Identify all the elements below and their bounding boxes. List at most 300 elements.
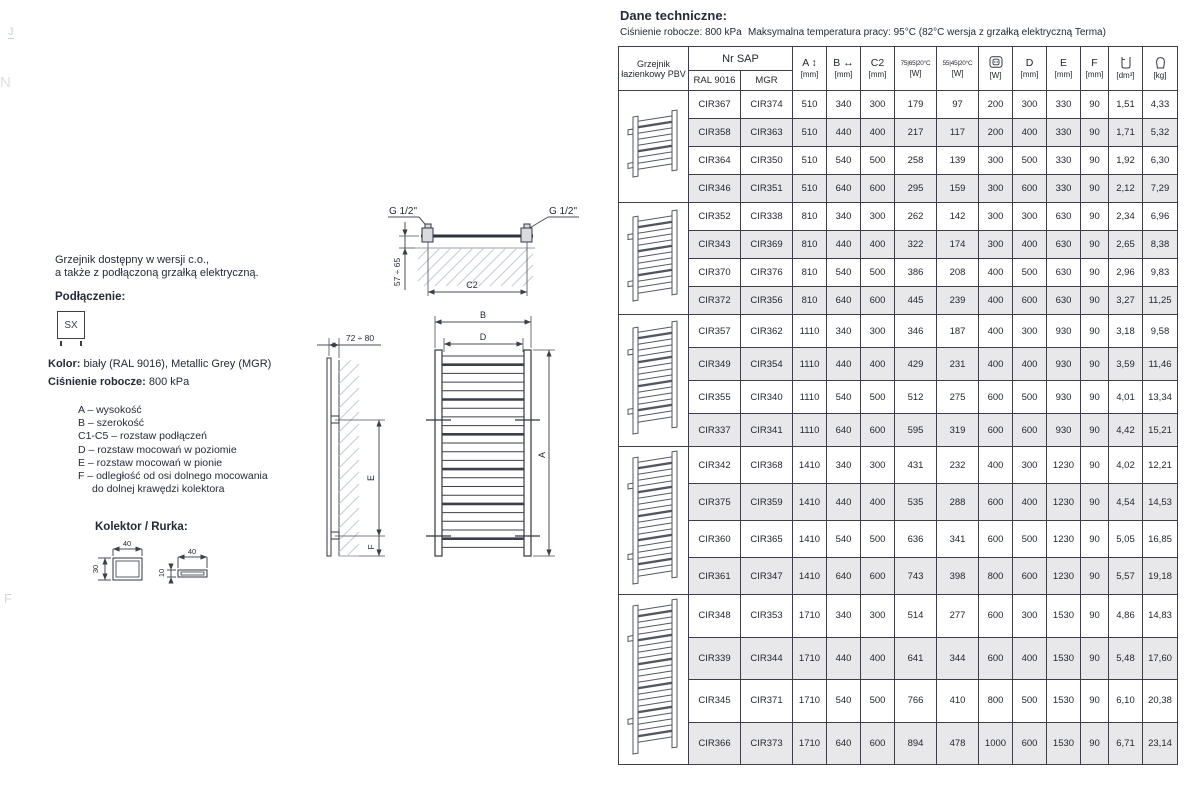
- spec-value: 400: [1013, 231, 1047, 259]
- d-dim-label: D: [479, 332, 487, 342]
- spec-value: 1710: [793, 680, 827, 723]
- sap-code-ral: CIR348: [689, 595, 741, 638]
- sap-code-ral: CIR360: [689, 521, 741, 558]
- spec-value: 340: [827, 203, 861, 231]
- spec-value: 232: [937, 447, 979, 484]
- spec-value: 1530: [1047, 637, 1081, 680]
- spec-value: 2,12: [1109, 175, 1143, 203]
- spec-value: 510: [793, 119, 827, 147]
- spec-value: 510: [793, 91, 827, 119]
- sap-code-mgr: CIR359: [741, 484, 793, 521]
- spec-value: 1230: [1047, 447, 1081, 484]
- sap-code-ral: CIR367: [689, 91, 741, 119]
- technical-drawing: [315, 198, 615, 618]
- spec-value: 600: [861, 722, 895, 765]
- sap-code-ral: CIR357: [689, 315, 741, 348]
- col-f: F [mm]: [1081, 47, 1109, 91]
- table-row: [619, 147, 1178, 175]
- spec-value: 540: [827, 680, 861, 723]
- sap-code-mgr: CIR363: [741, 119, 793, 147]
- sap-code-ral: CIR349: [689, 348, 741, 381]
- spec-value: 600: [1013, 414, 1047, 447]
- spec-value: 500: [861, 147, 895, 175]
- spec-value: 4,02: [1109, 447, 1143, 484]
- spec-value: 6,71: [1109, 722, 1143, 765]
- spec-value: 1,51: [1109, 91, 1143, 119]
- spec-value: 19,18: [1143, 558, 1178, 595]
- radiator-thumbnail-cell: [619, 203, 689, 315]
- sap-code-ral: CIR345: [689, 680, 741, 723]
- spec-value: 500: [1013, 521, 1047, 558]
- spec-value: 5,05: [1109, 521, 1143, 558]
- sap-code-ral: CIR366: [689, 722, 741, 765]
- spec-value: 4,86: [1109, 595, 1143, 638]
- spec-value: 322: [895, 231, 937, 259]
- wall-distance-label: 72 ÷ 80: [345, 333, 375, 343]
- spec-value: 300: [1013, 203, 1047, 231]
- spec-value: 500: [861, 521, 895, 558]
- table-row: [619, 558, 1178, 595]
- thread-right-label: G 1/2": [549, 206, 578, 217]
- spec-value: 398: [937, 558, 979, 595]
- spec-value: 3,59: [1109, 348, 1143, 381]
- col-nr-sap: Nr SAP: [689, 47, 793, 71]
- spec-value: 600: [1013, 558, 1047, 595]
- spec-value: 400: [979, 287, 1013, 315]
- spec-value: 90: [1081, 203, 1109, 231]
- spec-value: 231: [937, 348, 979, 381]
- spec-value: 600: [979, 381, 1013, 414]
- spec-value: 14,83: [1143, 595, 1178, 638]
- col-power-55: 55|45|20°C [W]: [937, 47, 979, 91]
- depth-range-label: 57 ÷ 65: [392, 257, 402, 287]
- table-row: [619, 259, 1178, 287]
- table-row: [619, 484, 1178, 521]
- sap-code-mgr: CIR351: [741, 175, 793, 203]
- spec-value: 1530: [1047, 722, 1081, 765]
- legend-line: A – wysokość: [78, 404, 142, 416]
- connection-type-badge: [57, 311, 85, 339]
- spec-value: 400: [861, 637, 895, 680]
- spec-value: 6,30: [1143, 147, 1178, 175]
- sap-code-mgr: CIR353: [741, 595, 793, 638]
- table-row: [619, 722, 1178, 765]
- spec-value: 630: [1047, 259, 1081, 287]
- availability-line2: a także z podłączoną grzałką elektryczną.: [55, 267, 259, 279]
- spec-value: 117: [937, 119, 979, 147]
- spec-value: 17,60: [1143, 637, 1178, 680]
- spec-value: 500: [861, 680, 895, 723]
- spec-value: 1530: [1047, 680, 1081, 723]
- spec-value: 640: [827, 414, 861, 447]
- spec-value: 4,54: [1109, 484, 1143, 521]
- spec-value: 330: [1047, 119, 1081, 147]
- sap-code-mgr: CIR374: [741, 91, 793, 119]
- spec-value: 90: [1081, 91, 1109, 119]
- spec-value: 300: [979, 203, 1013, 231]
- col-power-75: 75|65|20°C [W]: [895, 47, 937, 91]
- spec-value: 1530: [1047, 595, 1081, 638]
- spec-value: 1230: [1047, 558, 1081, 595]
- spec-value: 595: [895, 414, 937, 447]
- spec-value: 1410: [793, 558, 827, 595]
- spec-value: 300: [861, 447, 895, 484]
- volume-icon: [1120, 56, 1132, 72]
- col-c2: C2 [mm]: [861, 47, 895, 91]
- spec-value: 600: [861, 414, 895, 447]
- spec-value: 540: [827, 259, 861, 287]
- spec-table-body: [619, 91, 1178, 765]
- spec-value: 341: [937, 521, 979, 558]
- availability-line1: Grzejnik dostępny w wersji c.o.,: [55, 254, 210, 266]
- spec-value: 500: [1013, 259, 1047, 287]
- spec-value: 930: [1047, 381, 1081, 414]
- spec-value: 90: [1081, 521, 1109, 558]
- radiator-thumbnail-cell: [619, 447, 689, 595]
- spec-value: 510: [793, 175, 827, 203]
- e-dim-label: E: [366, 474, 376, 482]
- spec-value: 5,48: [1109, 637, 1143, 680]
- spec-value: 540: [827, 147, 861, 175]
- sap-code-ral: CIR352: [689, 203, 741, 231]
- spec-value: 275: [937, 381, 979, 414]
- pressure-label: Ciśnienie robocze:: [48, 376, 146, 388]
- spec-value: 159: [937, 175, 979, 203]
- sap-code-mgr: CIR362: [741, 315, 793, 348]
- spec-value: 340: [827, 315, 861, 348]
- spec-value: 90: [1081, 447, 1109, 484]
- spec-value: 400: [861, 484, 895, 521]
- col-mgr: MGR: [741, 71, 793, 91]
- spec-value: 400: [979, 447, 1013, 484]
- spec-value: 8,38: [1143, 231, 1178, 259]
- collector-tube-diagram: [85, 536, 220, 596]
- col-a: A ↕ [mm]: [793, 47, 827, 91]
- spec-value: 90: [1081, 680, 1109, 723]
- sap-code-ral: CIR355: [689, 381, 741, 414]
- spec-value: 445: [895, 287, 937, 315]
- collector-height-label: 30: [91, 564, 100, 574]
- spec-value: 600: [861, 558, 895, 595]
- pressure-value: 800 kPa: [145, 376, 190, 388]
- spec-value: 930: [1047, 414, 1081, 447]
- sap-code-mgr: CIR347: [741, 558, 793, 595]
- legend-line: E – rozstaw mocowań w pionie: [78, 456, 223, 469]
- col-volume: [dm³]: [1109, 47, 1143, 91]
- sap-code-ral: CIR361: [689, 558, 741, 595]
- spec-value: 930: [1047, 315, 1081, 348]
- legend-line: B – szerokość: [78, 417, 144, 430]
- spec-table: [618, 46, 1178, 765]
- radiator-thumbnail-cell: [619, 595, 689, 765]
- connection-ticks: [60, 341, 82, 346]
- spec-value: 440: [827, 637, 861, 680]
- spec-value: 400: [1013, 119, 1047, 147]
- sap-code-ral: CIR372: [689, 287, 741, 315]
- spec-value: 1410: [793, 447, 827, 484]
- spec-value: 12,21: [1143, 447, 1178, 484]
- b-dim-label: B: [479, 310, 487, 320]
- spec-value: 300: [861, 595, 895, 638]
- table-row: [619, 521, 1178, 558]
- spec-value: 319: [937, 414, 979, 447]
- spec-value: 630: [1047, 203, 1081, 231]
- spec-value: 208: [937, 259, 979, 287]
- sap-code-mgr: CIR376: [741, 259, 793, 287]
- sap-code-mgr: CIR369: [741, 231, 793, 259]
- sap-code-ral: CIR343: [689, 231, 741, 259]
- availability-note: [55, 254, 259, 280]
- table-row: [619, 203, 1178, 231]
- spec-value: 640: [827, 287, 861, 315]
- spec-value: 90: [1081, 231, 1109, 259]
- spec-value: 630: [1047, 287, 1081, 315]
- spec-value: 600: [979, 484, 1013, 521]
- spec-value: 23,14: [1143, 722, 1178, 765]
- spec-value: 400: [979, 348, 1013, 381]
- tube-height-label: 10: [157, 568, 166, 578]
- spec-value: 200: [979, 91, 1013, 119]
- spec-value: 9,83: [1143, 259, 1178, 287]
- spec-value: 9,58: [1143, 315, 1178, 348]
- radiator-thumbnail-cell: [619, 315, 689, 447]
- spec-value: 600: [1013, 287, 1047, 315]
- spec-value: 174: [937, 231, 979, 259]
- table-row: [619, 287, 1178, 315]
- spec-value: 500: [861, 259, 895, 287]
- spec-value: 1000: [979, 722, 1013, 765]
- sap-code-mgr: CIR368: [741, 447, 793, 484]
- spec-value: 630: [1047, 231, 1081, 259]
- sap-code-mgr: CIR354: [741, 348, 793, 381]
- spec-value: 300: [1013, 595, 1047, 638]
- spec-value: 400: [861, 231, 895, 259]
- legend-line: F – odległość od osi dolnego mocowania: [78, 470, 268, 483]
- spec-value: 330: [1047, 91, 1081, 119]
- spec-value: 4,33: [1143, 91, 1178, 119]
- spec-value: 7,29: [1143, 175, 1178, 203]
- spec-value: 217: [895, 119, 937, 147]
- connection-type: SX: [64, 319, 78, 331]
- front-right-rail: [524, 350, 531, 556]
- spec-value: 300: [861, 91, 895, 119]
- pressure-line: [48, 376, 189, 388]
- temperature-note: Maksymalna temperatura pracy: 95°C (82°C wersja z grzałką elektryczną Terma): [748, 27, 1106, 38]
- spec-value: 810: [793, 203, 827, 231]
- spec-value: 258: [895, 147, 937, 175]
- spec-value: 16,85: [1143, 521, 1178, 558]
- spec-value: 894: [895, 722, 937, 765]
- spec-value: 90: [1081, 259, 1109, 287]
- sap-code-mgr: CIR373: [741, 722, 793, 765]
- spec-value: 142: [937, 203, 979, 231]
- spec-value: 386: [895, 259, 937, 287]
- spec-value: 90: [1081, 315, 1109, 348]
- spec-value: 1110: [793, 381, 827, 414]
- spec-value: 2,96: [1109, 259, 1143, 287]
- spec-value: 930: [1047, 348, 1081, 381]
- color-line: [48, 358, 271, 370]
- spec-value: 340: [827, 447, 861, 484]
- spec-value: 600: [979, 595, 1013, 638]
- spec-value: 4,42: [1109, 414, 1143, 447]
- table-row: [619, 175, 1178, 203]
- col-weight: [kg]: [1143, 47, 1178, 91]
- sap-code-mgr: CIR340: [741, 381, 793, 414]
- spec-value: 20,38: [1143, 680, 1178, 723]
- table-row: [619, 315, 1178, 348]
- spec-value: 90: [1081, 287, 1109, 315]
- spec-value: 4,01: [1109, 381, 1143, 414]
- spec-value: 1710: [793, 722, 827, 765]
- spec-value: 1710: [793, 595, 827, 638]
- spec-value: 15,21: [1143, 414, 1178, 447]
- radiator-icon: [626, 447, 682, 591]
- spec-value: 239: [937, 287, 979, 315]
- spec-value: 90: [1081, 348, 1109, 381]
- spec-value: 600: [979, 414, 1013, 447]
- tube-width-label: 40: [187, 547, 197, 556]
- spec-value: 440: [827, 348, 861, 381]
- pressure-note: Ciśnienie robocze: 800 kPa: [620, 27, 742, 38]
- spec-value: 11,46: [1143, 348, 1178, 381]
- table-row: [619, 595, 1178, 638]
- a-dim-label: A: [537, 451, 547, 459]
- radiator-icon: [626, 106, 682, 184]
- spec-value: 810: [793, 231, 827, 259]
- spec-value: 600: [1013, 722, 1047, 765]
- spec-value: 500: [1013, 147, 1047, 175]
- spec-value: 1230: [1047, 521, 1081, 558]
- spec-value: 400: [861, 119, 895, 147]
- valve-left: [422, 228, 433, 242]
- front-left-rail: [435, 350, 442, 556]
- spec-value: 514: [895, 595, 937, 638]
- spec-value: 431: [895, 447, 937, 484]
- valve-right: [521, 228, 532, 242]
- connection-label: Podłączenie:: [55, 291, 126, 303]
- spec-value: 1110: [793, 315, 827, 348]
- spec-value: 540: [827, 521, 861, 558]
- spec-value: 139: [937, 147, 979, 175]
- spec-value: 90: [1081, 722, 1109, 765]
- spec-value: 90: [1081, 637, 1109, 680]
- spec-value: 330: [1047, 147, 1081, 175]
- spec-value: 300: [861, 315, 895, 348]
- spec-value: 340: [827, 595, 861, 638]
- sap-code-mgr: CIR350: [741, 147, 793, 175]
- table-row: [619, 680, 1178, 723]
- spec-value: 478: [937, 722, 979, 765]
- table-row: [619, 91, 1178, 119]
- sap-code-mgr: CIR338: [741, 203, 793, 231]
- spec-value: 510: [793, 147, 827, 175]
- spec-value: 1230: [1047, 484, 1081, 521]
- spec-value: 500: [1013, 381, 1047, 414]
- spec-value: 400: [979, 259, 1013, 287]
- spec-value: 90: [1081, 484, 1109, 521]
- spec-value: 3,27: [1109, 287, 1143, 315]
- spec-value: 90: [1081, 381, 1109, 414]
- spec-value: 400: [861, 348, 895, 381]
- spec-value: 429: [895, 348, 937, 381]
- spec-value: 600: [979, 521, 1013, 558]
- spec-value: 500: [861, 381, 895, 414]
- page-title: Dane techniczne:: [620, 8, 727, 23]
- table-row: [619, 348, 1178, 381]
- sap-code-mgr: CIR341: [741, 414, 793, 447]
- weight-icon: [1154, 56, 1167, 72]
- table-row: [619, 637, 1178, 680]
- sap-code-ral: CIR375: [689, 484, 741, 521]
- front-rungs: [442, 356, 524, 547]
- spec-value: 440: [827, 484, 861, 521]
- spec-value: 1710: [793, 637, 827, 680]
- legend-line: D – rozstaw mocowań w poziomie: [78, 443, 237, 456]
- color-value: biały (RAL 9016), Metallic Grey (MGR): [80, 358, 272, 370]
- sap-code-ral: CIR358: [689, 119, 741, 147]
- dimension-legend: [78, 404, 268, 496]
- spec-value: 800: [979, 680, 1013, 723]
- thread-left-label: G 1/2": [389, 206, 418, 217]
- spec-value: 641: [895, 637, 937, 680]
- spec-value: 400: [1013, 484, 1047, 521]
- spec-value: 1,92: [1109, 147, 1143, 175]
- sap-code-mgr: CIR371: [741, 680, 793, 723]
- col-d: D [mm]: [1013, 47, 1047, 91]
- spec-value: 743: [895, 558, 937, 595]
- spec-value: 300: [979, 147, 1013, 175]
- spec-value: 600: [979, 637, 1013, 680]
- spec-value: 295: [895, 175, 937, 203]
- spec-value: 400: [1013, 637, 1047, 680]
- spec-value: 346: [895, 315, 937, 348]
- spec-value: 277: [937, 595, 979, 638]
- spec-value: 600: [861, 175, 895, 203]
- col-product: Grzejnik łazienkowy PBV: [619, 47, 689, 91]
- sap-code-ral: CIR337: [689, 414, 741, 447]
- spec-value: 97: [937, 91, 979, 119]
- spec-value: 535: [895, 484, 937, 521]
- spec-value: 600: [861, 287, 895, 315]
- radiator-icon: [626, 317, 682, 441]
- spec-value: 800: [979, 558, 1013, 595]
- spec-value: 300: [861, 203, 895, 231]
- col-e: E [mm]: [1047, 47, 1081, 91]
- side-profile: [327, 358, 331, 556]
- spec-value: 1110: [793, 414, 827, 447]
- spec-value: 640: [827, 175, 861, 203]
- radiator-icon: [626, 595, 682, 761]
- spec-value: 187: [937, 315, 979, 348]
- table-row: [619, 414, 1178, 447]
- spec-value: 300: [979, 175, 1013, 203]
- spec-value: 636: [895, 521, 937, 558]
- spec-value: 340: [827, 91, 861, 119]
- side-bracket-top: [331, 416, 339, 423]
- table-row: [619, 447, 1178, 484]
- f-dim-label: F: [366, 544, 376, 550]
- spec-value: 810: [793, 287, 827, 315]
- spec-value: 300: [1013, 447, 1047, 484]
- spec-value: 6,96: [1143, 203, 1178, 231]
- socket-icon: [989, 56, 1003, 71]
- collector-width-label: 40: [122, 539, 132, 548]
- spec-value: 179: [895, 91, 937, 119]
- spec-value: 300: [1013, 315, 1047, 348]
- sap-code-ral: CIR346: [689, 175, 741, 203]
- edge-artifact: J: [8, 26, 14, 38]
